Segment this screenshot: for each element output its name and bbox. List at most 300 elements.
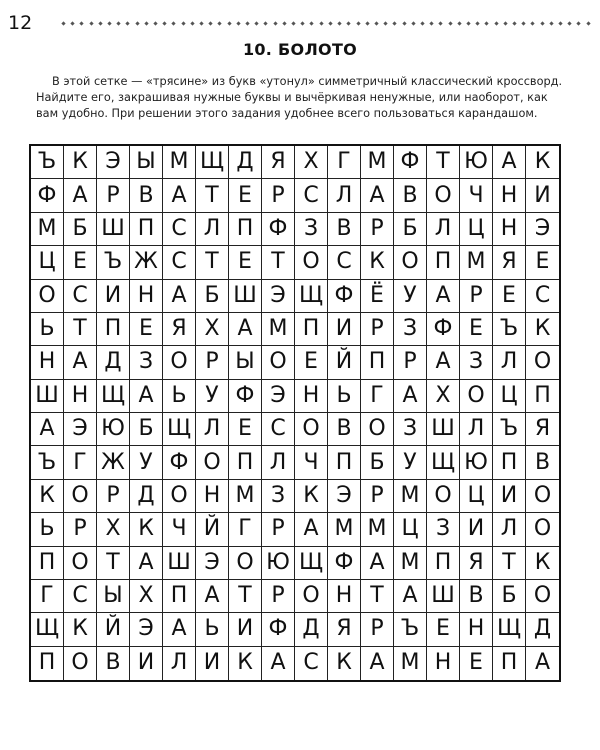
dot-ornament	[439, 21, 443, 25]
grid-cell[interactable]: У	[394, 280, 427, 313]
grid-cell[interactable]: П	[493, 647, 526, 680]
grid-cell[interactable]: Щ	[295, 280, 328, 313]
grid-cell[interactable]: Ю	[460, 146, 493, 179]
grid-cell[interactable]: Р	[361, 613, 394, 646]
grid-cell[interactable]: М	[262, 313, 295, 346]
grid-cell[interactable]: Л	[262, 446, 295, 479]
grid-cell[interactable]: Ь	[31, 313, 64, 346]
grid-cell[interactable]: З	[262, 480, 295, 513]
grid-cell[interactable]: Р	[262, 179, 295, 212]
letter-grid	[29, 144, 561, 682]
grid-cell[interactable]: Ф	[262, 613, 295, 646]
grid-cell[interactable]: Р	[460, 280, 493, 313]
grid-cell[interactable]: Р	[64, 513, 97, 546]
grid-cell[interactable]: Ж	[130, 246, 163, 279]
grid-cell[interactable]: К	[361, 246, 394, 279]
grid-cell[interactable]: К	[526, 146, 559, 179]
grid-cell[interactable]: Ю	[262, 547, 295, 580]
grid-cell[interactable]: М	[394, 480, 427, 513]
dot-ornament	[522, 21, 526, 25]
grid-cell[interactable]: Е	[427, 613, 460, 646]
grid-cell[interactable]: Е	[229, 413, 262, 446]
grid-cell[interactable]: Н	[64, 380, 97, 413]
grid-cell[interactable]: В	[394, 179, 427, 212]
grid-cell[interactable]: Э	[328, 480, 361, 513]
grid-cell[interactable]: Ш	[229, 280, 262, 313]
grid-cell[interactable]: П	[130, 213, 163, 246]
grid-cell[interactable]: М	[328, 513, 361, 546]
grid-cell[interactable]: К	[31, 480, 64, 513]
grid-cell[interactable]: Щ	[493, 613, 526, 646]
grid-cell[interactable]: Ъ	[31, 146, 64, 179]
grid-cell[interactable]: О	[526, 513, 559, 546]
grid-cell[interactable]: И	[196, 647, 229, 680]
dot-ornament	[255, 21, 259, 25]
grid-cell[interactable]: В	[328, 413, 361, 446]
grid-cell[interactable]: С	[163, 213, 196, 246]
dot-ornament	[236, 21, 240, 25]
dot-ornament	[218, 21, 222, 25]
grid-cell[interactable]: Т	[64, 313, 97, 346]
grid-cell[interactable]: О	[526, 580, 559, 613]
grid-cell[interactable]: В	[97, 647, 130, 680]
grid-cell[interactable]: Х	[295, 146, 328, 179]
grid-cell[interactable]: Ш	[97, 213, 130, 246]
grid-cell[interactable]: Ш	[427, 580, 460, 613]
grid-cell[interactable]: О	[196, 446, 229, 479]
grid-cell[interactable]: Я	[526, 413, 559, 446]
grid-cell[interactable]: М	[394, 647, 427, 680]
dot-ornament	[402, 21, 406, 25]
grid-cell[interactable]: П	[427, 547, 460, 580]
dot-ornament	[374, 21, 378, 25]
grid-cell[interactable]: Л	[163, 647, 196, 680]
grid-cell[interactable]: С	[163, 246, 196, 279]
grid-cell[interactable]: Г	[229, 513, 262, 546]
grid-cell[interactable]: Ш	[31, 380, 64, 413]
dot-ornament	[411, 21, 415, 25]
grid-cell[interactable]: М	[460, 246, 493, 279]
grid-cell[interactable]: Ы	[97, 580, 130, 613]
grid-cell[interactable]: П	[31, 547, 64, 580]
grid-cell[interactable]: Н	[31, 346, 64, 379]
grid-cell[interactable]: О	[526, 346, 559, 379]
grid-cell[interactable]: Р	[97, 480, 130, 513]
grid-cell[interactable]: И	[460, 513, 493, 546]
grid-cell[interactable]: Ц	[394, 513, 427, 546]
dot-ornament	[153, 21, 157, 25]
grid-cell[interactable]: Ъ	[493, 313, 526, 346]
grid-cell[interactable]: А	[493, 146, 526, 179]
grid-cell[interactable]: П	[526, 380, 559, 413]
grid-cell[interactable]: И	[493, 480, 526, 513]
grid-cell[interactable]: Ш	[163, 547, 196, 580]
grid-cell[interactable]: А	[262, 647, 295, 680]
grid-cell[interactable]: Ъ	[31, 446, 64, 479]
grid-cell[interactable]: З	[460, 346, 493, 379]
grid-cell[interactable]: Т	[427, 146, 460, 179]
grid-cell[interactable]: А	[130, 380, 163, 413]
grid-cell[interactable]: К	[526, 547, 559, 580]
grid-cell[interactable]: Л	[460, 413, 493, 446]
dot-ornament	[393, 21, 397, 25]
grid-cell[interactable]: Е	[64, 246, 97, 279]
grid-cell[interactable]: Н	[460, 613, 493, 646]
dot-ornament	[577, 21, 581, 25]
grid-cell[interactable]: Н	[493, 213, 526, 246]
grid-cell[interactable]: П	[163, 580, 196, 613]
grid-cell[interactable]: Т	[229, 580, 262, 613]
dot-ornament	[356, 21, 360, 25]
grid-cell[interactable]: Я	[460, 547, 493, 580]
grid-cell[interactable]: Р	[361, 213, 394, 246]
grid-cell[interactable]: Т	[196, 246, 229, 279]
dot-ornament	[209, 21, 213, 25]
grid-cell[interactable]: П	[361, 346, 394, 379]
grid-cell[interactable]: О	[460, 380, 493, 413]
grid-cell[interactable]: М	[394, 547, 427, 580]
grid-cell[interactable]: Б	[196, 280, 229, 313]
grid-cell[interactable]: М	[163, 146, 196, 179]
grid-cell[interactable]: З	[130, 346, 163, 379]
grid-cell[interactable]: А	[361, 547, 394, 580]
dot-ornament	[328, 21, 332, 25]
dot-ornament	[568, 21, 572, 25]
grid-cell[interactable]: А	[163, 280, 196, 313]
grid-cell[interactable]: Р	[394, 346, 427, 379]
grid-cell[interactable]: П	[328, 446, 361, 479]
grid-cell[interactable]: А	[163, 613, 196, 646]
grid-cell[interactable]: А	[534, 650, 551, 676]
grid-cell[interactable]: Е	[295, 346, 328, 379]
grid-cell[interactable]: К	[64, 613, 97, 646]
grid-cell[interactable]: Н	[427, 647, 460, 680]
grid-cell[interactable]: И	[97, 280, 130, 313]
grid-cell[interactable]: Щ	[196, 146, 229, 179]
grid-cell[interactable]: О	[64, 547, 97, 580]
grid-cell[interactable]: П	[427, 246, 460, 279]
dot-ornament	[457, 21, 461, 25]
grid-cell[interactable]: Ь	[196, 613, 229, 646]
grid-cell[interactable]: К	[328, 647, 361, 680]
grid-cell[interactable]: Л	[196, 413, 229, 446]
grid-cell[interactable]: Щ	[97, 380, 130, 413]
grid-cell[interactable]: Щ	[31, 613, 64, 646]
grid-cell[interactable]: Р	[262, 513, 295, 546]
grid-cell[interactable]: О	[361, 413, 394, 446]
grid-cell[interactable]: С	[526, 280, 559, 313]
grid-cell[interactable]: Г	[31, 580, 64, 613]
grid-cell[interactable]: А	[394, 580, 427, 613]
grid-cell[interactable]: О	[526, 480, 559, 513]
puzzle-title: 10. БОЛОТО	[242, 40, 358, 59]
grid-cell[interactable]: П	[229, 213, 262, 246]
grid-cell[interactable]: Ю	[97, 413, 130, 446]
grid-cell[interactable]: О	[427, 480, 460, 513]
puzzle-instructions: В этой сетке — «трясине» из букв «утонул» симметричный классический кроссворд. Найдите его, закрашивая нужные буквы и вычёркивая ненужные, или наоборот, как вам удобно. При решении этого задания удобнее всего пользоваться карандашом.	[36, 75, 563, 120]
grid-cell[interactable]: М	[229, 480, 262, 513]
dot-ornament	[227, 21, 231, 25]
dot-ornament	[273, 21, 277, 25]
dot-ornament	[420, 21, 424, 25]
grid-cell[interactable]: Г	[64, 446, 97, 479]
grid-cell[interactable]: Х	[97, 513, 130, 546]
grid-cell[interactable]: Т	[262, 246, 295, 279]
grid-cell[interactable]: Ч	[460, 179, 493, 212]
grid-cell[interactable]: Ф	[394, 146, 427, 179]
grid-cell[interactable]: К	[64, 146, 97, 179]
grid-cell[interactable]: В	[130, 179, 163, 212]
grid-cell[interactable]: Л	[328, 179, 361, 212]
grid-cell[interactable]: Э	[196, 547, 229, 580]
grid-cell[interactable]: Р	[196, 346, 229, 379]
dot-ornament	[89, 21, 93, 25]
grid-cell[interactable]: Г	[361, 380, 394, 413]
dot-ornament	[126, 21, 130, 25]
grid-cell[interactable]: У	[394, 446, 427, 479]
grid-cell[interactable]: П	[229, 446, 262, 479]
grid-cell[interactable]: Щ	[163, 413, 196, 446]
grid-cell[interactable]: О	[64, 647, 97, 680]
grid-cell[interactable]: В	[460, 580, 493, 613]
grid-cell[interactable]: Б	[493, 580, 526, 613]
dot-ornament	[430, 21, 434, 25]
grid-cell[interactable]: Н	[493, 179, 526, 212]
grid-cell[interactable]: Щ	[295, 547, 328, 580]
grid-cell[interactable]: Ь	[163, 380, 196, 413]
grid-cell[interactable]: Т	[493, 547, 526, 580]
grid-cell[interactable]: А	[361, 647, 394, 680]
grid-cell[interactable]: Д	[526, 613, 559, 646]
grid-cell[interactable]: С	[64, 280, 97, 313]
grid-cell[interactable]: Г	[328, 146, 361, 179]
grid-cell[interactable]: З	[394, 413, 427, 446]
grid-cell[interactable]: Д	[295, 613, 328, 646]
grid-cell[interactable]: Е	[460, 647, 493, 680]
grid-cell[interactable]: Р	[361, 480, 394, 513]
grid-cell[interactable]: И	[229, 613, 262, 646]
grid-cell[interactable]: Ф	[328, 280, 361, 313]
grid-cell[interactable]: О	[262, 346, 295, 379]
grid-cell[interactable]: Ф	[163, 446, 196, 479]
grid-cell[interactable]: Э	[526, 213, 559, 246]
decorative-dot-rule	[62, 20, 590, 26]
grid-cell[interactable]: Ё	[361, 280, 394, 313]
grid-cell[interactable]: Л	[493, 513, 526, 546]
grid-cell[interactable]: Ф	[328, 547, 361, 580]
grid-cell[interactable]: Д	[130, 480, 163, 513]
grid-cell[interactable]: С	[295, 179, 328, 212]
grid-cell[interactable]: Э	[262, 280, 295, 313]
grid-cell[interactable]: А	[427, 280, 460, 313]
grid-cell[interactable]: Ъ	[493, 413, 526, 446]
grid-cell[interactable]: К	[130, 513, 163, 546]
grid-cell[interactable]: О	[229, 547, 262, 580]
grid-cell[interactable]: Х	[196, 313, 229, 346]
grid-cell[interactable]: Л	[427, 213, 460, 246]
grid-cell[interactable]: А	[31, 413, 64, 446]
grid-cell[interactable]: Я	[328, 613, 361, 646]
grid-cell[interactable]: Й	[97, 613, 130, 646]
grid-cell[interactable]: Ц	[460, 480, 493, 513]
grid-cell[interactable]: О	[427, 179, 460, 212]
grid-cell[interactable]: О	[295, 246, 328, 279]
dot-ornament	[80, 21, 84, 25]
grid-cell[interactable]: Н	[130, 280, 163, 313]
grid-cell[interactable]: Д	[97, 346, 130, 379]
grid-cell[interactable]: Я	[262, 146, 295, 179]
grid-cell[interactable]: О	[394, 246, 427, 279]
grid-cell[interactable]: И	[130, 647, 163, 680]
grid-cell[interactable]: О	[163, 346, 196, 379]
grid-cell[interactable]: Б	[361, 446, 394, 479]
grid-cell[interactable]: Э	[262, 380, 295, 413]
grid-cell[interactable]: А	[196, 580, 229, 613]
grid-cell[interactable]: Е	[526, 246, 559, 279]
grid-cell[interactable]: Ю	[460, 446, 493, 479]
grid-cell[interactable]: Ч	[295, 446, 328, 479]
grid-cell[interactable]: Ы	[229, 346, 262, 379]
dot-ornament	[549, 21, 553, 25]
grid-cell[interactable]: А	[427, 346, 460, 379]
grid-cell[interactable]: Х	[130, 580, 163, 613]
grid-cell[interactable]: Б	[394, 213, 427, 246]
grid-cell[interactable]: Е	[229, 246, 262, 279]
grid-cell[interactable]: А	[163, 179, 196, 212]
grid-cell[interactable]: М	[361, 146, 394, 179]
grid-cell[interactable]: З	[295, 213, 328, 246]
grid-cell[interactable]: Н	[328, 580, 361, 613]
grid-cell[interactable]: О	[163, 480, 196, 513]
grid-cell[interactable]: О	[295, 413, 328, 446]
page-number: 12	[8, 12, 33, 34]
grid-cell[interactable]: Ц	[460, 213, 493, 246]
grid-cell[interactable]: Ь	[328, 380, 361, 413]
grid-cell[interactable]: С	[262, 413, 295, 446]
grid-cell[interactable]: Р	[97, 179, 130, 212]
grid-cell[interactable]: Ф	[427, 313, 460, 346]
dot-ornament	[282, 21, 286, 25]
dot-ornament	[98, 21, 102, 25]
grid-cell[interactable]: У	[130, 446, 163, 479]
grid-cell[interactable]: Ц	[31, 246, 64, 279]
grid-cell[interactable]: Э	[97, 146, 130, 179]
grid-cell[interactable]: Ы	[130, 146, 163, 179]
grid-cell[interactable]: О	[64, 480, 97, 513]
grid-cell[interactable]: С	[328, 246, 361, 279]
grid-cell[interactable]: Я	[493, 246, 526, 279]
grid-cell[interactable]: Т	[97, 547, 130, 580]
grid-cell[interactable]: Ж	[97, 446, 130, 479]
dot-ornament	[71, 21, 75, 25]
dot-ornament	[181, 21, 185, 25]
grid-cell[interactable]: А	[64, 346, 97, 379]
grid-cell[interactable]: Ъ	[394, 613, 427, 646]
grid-cell[interactable]: А	[64, 179, 97, 212]
grid-cell[interactable]: Е	[130, 313, 163, 346]
grid-cell[interactable]: Е	[229, 179, 262, 212]
dot-ornament	[494, 21, 498, 25]
grid-cell[interactable]: И	[526, 179, 559, 212]
grid-cell[interactable]: З	[394, 313, 427, 346]
dot-ornament	[172, 21, 176, 25]
grid-cell[interactable]: А	[229, 313, 262, 346]
grid-cell[interactable]: Э	[130, 613, 163, 646]
grid-cell[interactable]: Е	[493, 280, 526, 313]
grid-cell[interactable]: Й	[328, 346, 361, 379]
grid-cell[interactable]: К	[229, 647, 262, 680]
grid-cell[interactable]: С	[64, 580, 97, 613]
grid-cell[interactable]: Й	[196, 513, 229, 546]
grid-cell[interactable]: Ш	[427, 413, 460, 446]
dot-ornament	[245, 21, 249, 25]
grid-cell[interactable]: А	[361, 179, 394, 212]
grid-cell[interactable]: Б	[64, 213, 97, 246]
grid-cell[interactable]: А	[130, 547, 163, 580]
grid-cell[interactable]: П	[493, 446, 526, 479]
grid-cell[interactable]: В	[526, 446, 559, 479]
grid-cell[interactable]: П	[97, 313, 130, 346]
grid-cell[interactable]: Ф	[262, 213, 295, 246]
grid-cell[interactable]: Я	[163, 313, 196, 346]
grid-cell[interactable]: Д	[229, 146, 262, 179]
grid-cell[interactable]: Ф	[31, 179, 64, 212]
grid-cell[interactable]: Е	[460, 313, 493, 346]
grid-cell[interactable]: А	[394, 380, 427, 413]
grid-cell[interactable]: Т	[196, 179, 229, 212]
dot-ornament	[337, 21, 341, 25]
grid-cell[interactable]: Л	[493, 346, 526, 379]
grid-cell[interactable]: П	[31, 647, 64, 680]
grid-cell[interactable]: Т	[361, 580, 394, 613]
grid-cell[interactable]: О	[31, 280, 64, 313]
grid-cell[interactable]: Р	[361, 313, 394, 346]
grid-cell[interactable]: Щ	[427, 446, 460, 479]
grid-cell[interactable]: Ч	[163, 513, 196, 546]
grid-cell[interactable]: К	[526, 313, 559, 346]
grid-cell[interactable]: И	[328, 313, 361, 346]
grid-cell[interactable]: Ь	[31, 513, 64, 546]
grid-cell[interactable]: Ф	[229, 380, 262, 413]
grid-cell[interactable]: А	[295, 513, 328, 546]
dot-ornament	[485, 21, 489, 25]
grid-cell[interactable]: Х	[427, 380, 460, 413]
grid-cell[interactable]: Ц	[493, 380, 526, 413]
grid-cell[interactable]: Н	[295, 380, 328, 413]
grid-cell[interactable]: Р	[262, 580, 295, 613]
dot-ornament	[291, 21, 295, 25]
grid-cell[interactable]: Л	[196, 213, 229, 246]
grid-cell[interactable]: В	[328, 213, 361, 246]
grid-cell[interactable]: К	[295, 480, 328, 513]
dot-ornament	[383, 21, 387, 25]
grid-cell[interactable]: Ъ	[97, 246, 130, 279]
grid-cell[interactable]: М	[361, 513, 394, 546]
dot-ornament	[503, 21, 507, 25]
grid-cell[interactable]: З	[427, 513, 460, 546]
grid-cell[interactable]: С	[295, 647, 328, 680]
grid-cell[interactable]: Н	[196, 480, 229, 513]
dot-ornament	[558, 21, 562, 25]
grid-cell[interactable]: Б	[130, 413, 163, 446]
dot-ornament	[199, 21, 203, 25]
grid-cell[interactable]: Э	[64, 413, 97, 446]
dot-ornament	[117, 21, 121, 25]
grid-cell[interactable]: У	[196, 380, 229, 413]
grid-cell[interactable]: П	[295, 313, 328, 346]
grid-cell[interactable]: М	[31, 213, 64, 246]
grid-cell[interactable]: О	[295, 580, 328, 613]
